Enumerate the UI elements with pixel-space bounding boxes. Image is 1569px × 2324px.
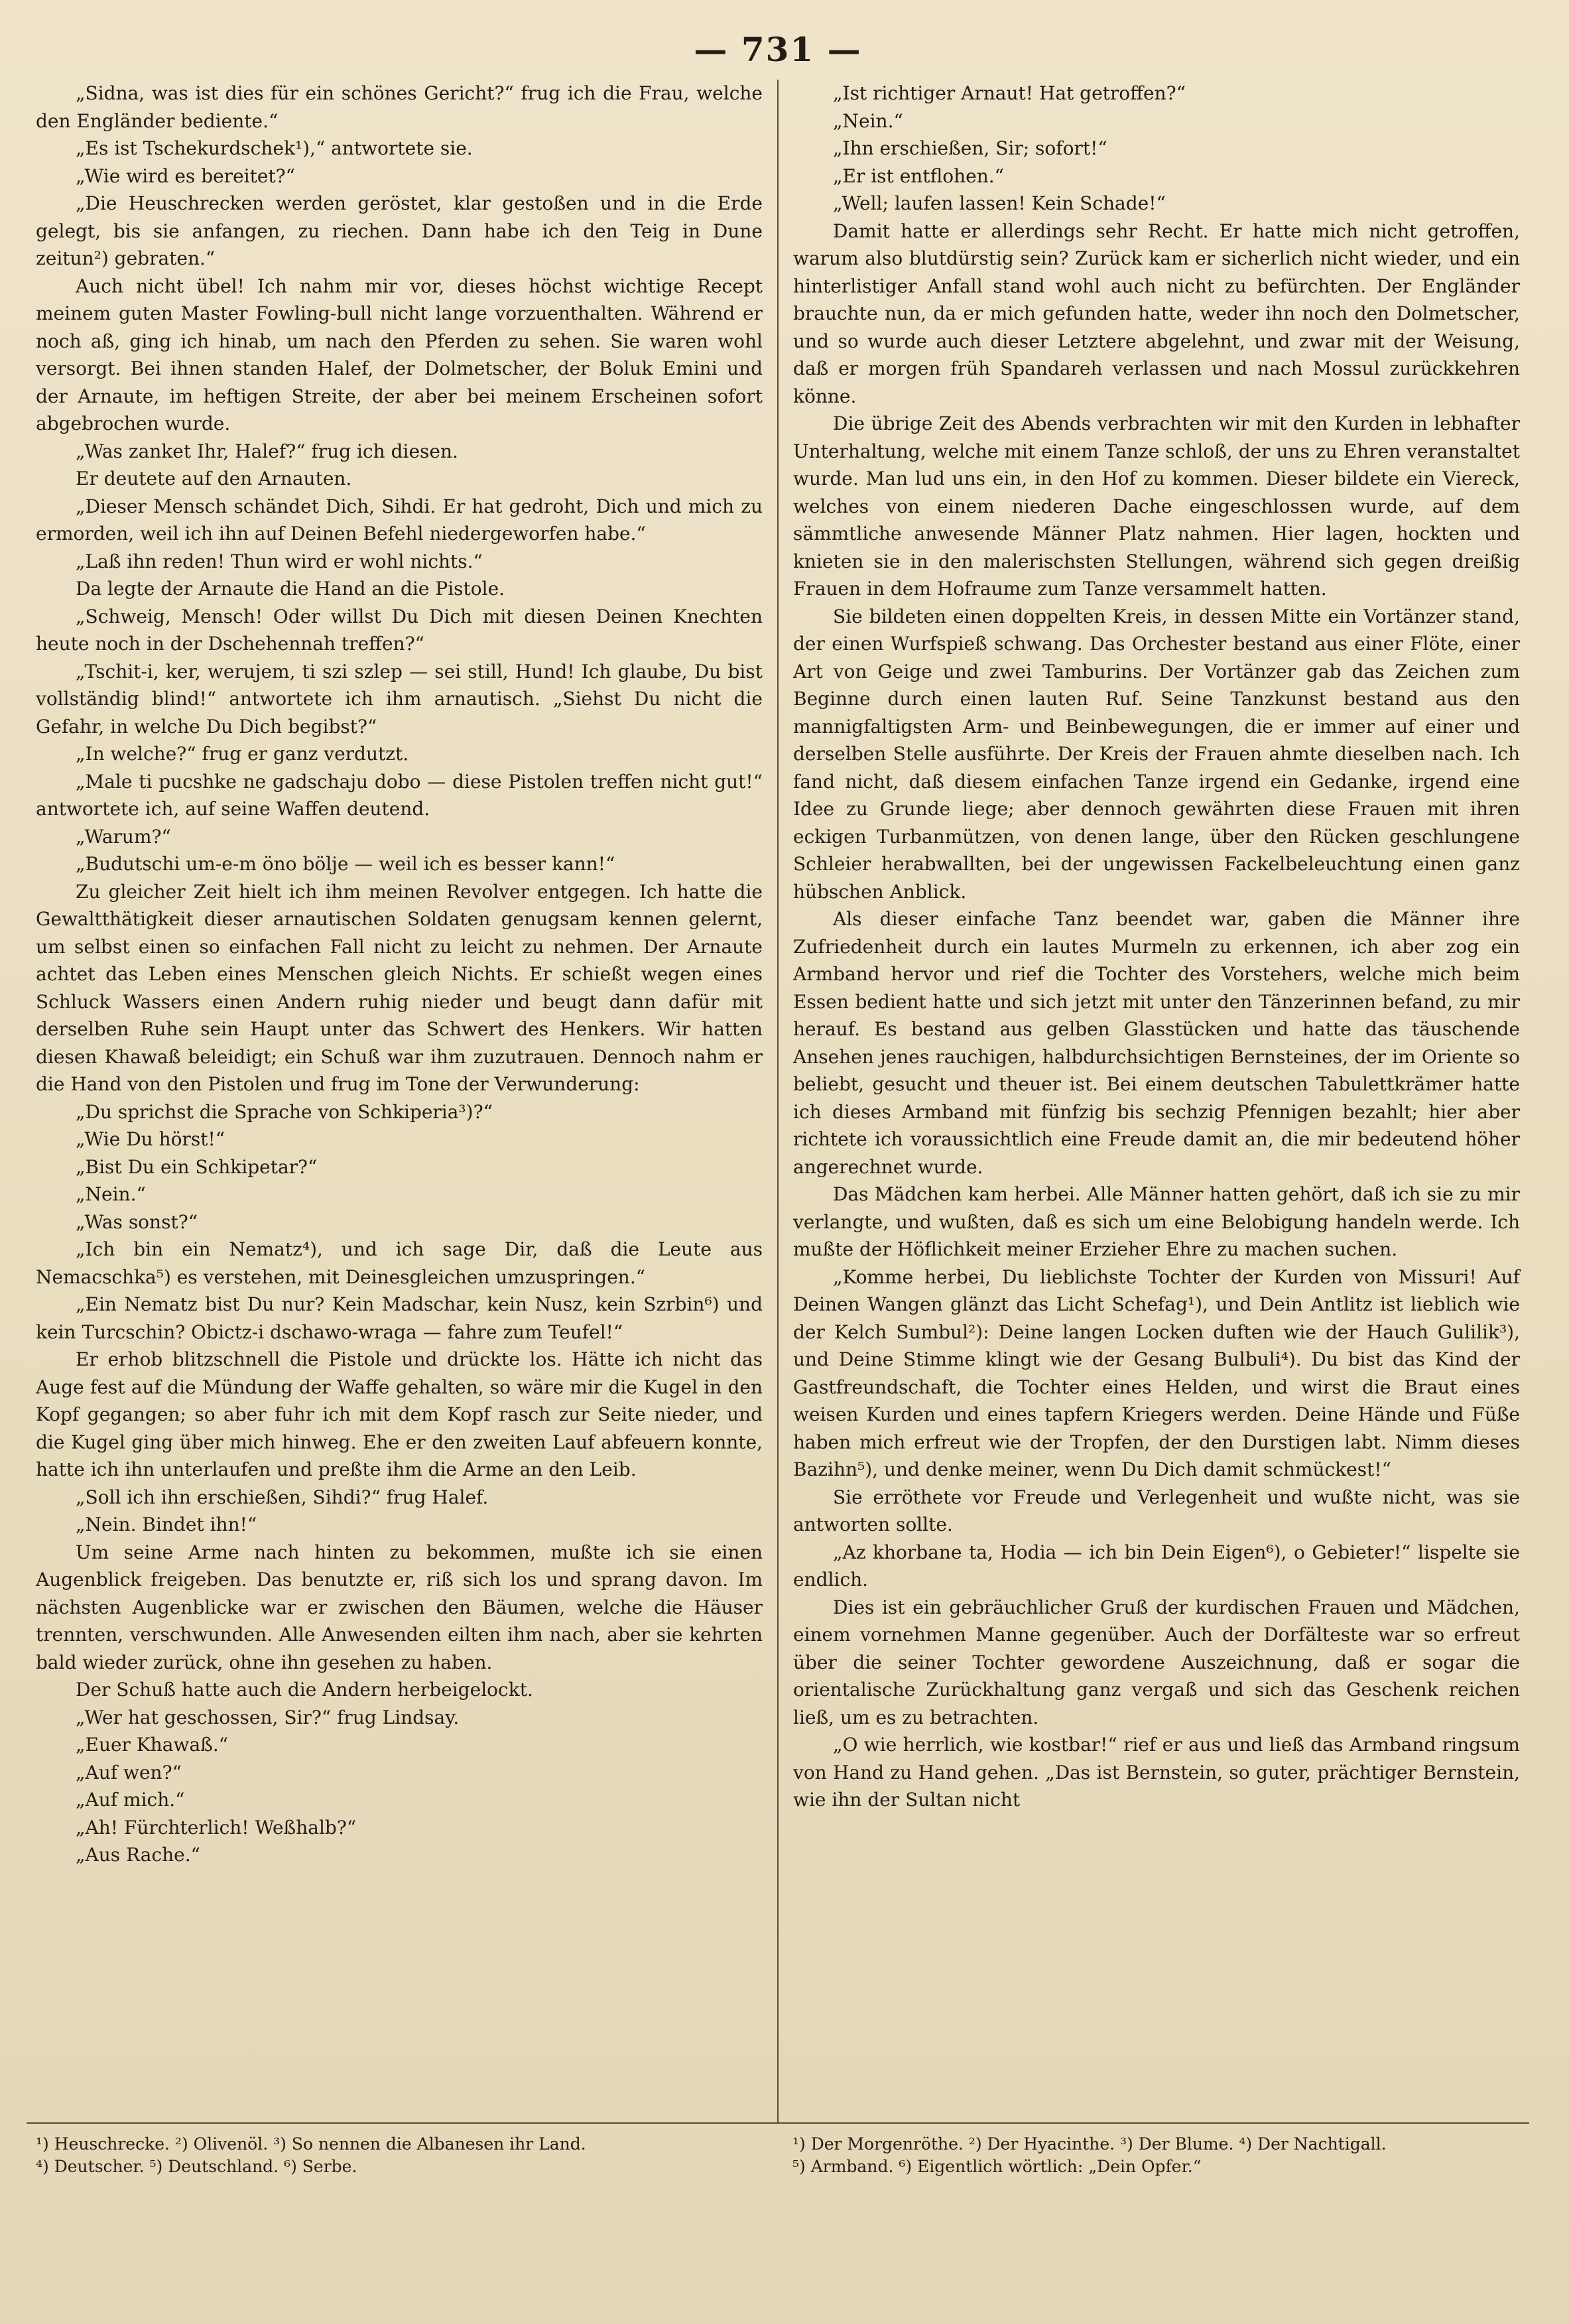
paragraph: „Schweig, Mensch! Oder willst Du Dich mit diesen Deinen Knechten heute noch in der Dschehennah treffen?“ xyxy=(36,605,763,655)
footnote: ⁴) Deutscher. ⁵) Deutschland. ⁶) Serbe. xyxy=(36,2157,357,2176)
paragraph: „Ah! Fürchterlich! Weßhalb?“ xyxy=(76,1816,357,1839)
paragraph: Er deutete auf den Arnauten. xyxy=(76,468,352,489)
paragraph: „Euer Khawaß.“ xyxy=(76,1734,229,1756)
paragraph: „Er ist entflohen.“ xyxy=(833,164,1004,187)
paragraph: „Es ist Tschekurdschek¹),“ antwortete sie. xyxy=(76,137,473,159)
paragraph: „Aus Rache.“ xyxy=(76,1844,200,1866)
paragraph: „O wie herrlich, wie kostbar!“ rief er aus und ließ das Armband ringsum von Hand zu Hand gehen. „Das ist Bernstein, so guter, prächtiger Bernstein, wie ihn der Sultan nicht xyxy=(793,1734,1520,1811)
paragraph: Dies ist ein gebräuchlicher Gruß der kurdischen Frauen und Mädchen, einem vornehmen Manne gegenüber. Auch der Dorfälteste war so erfreut über die seiner Tochter gewordene Auszeichnung, daß er sogar die orientalische Zurückhaltung ganz vergaß und sich das Geschenk reichen ließ, um es zu betrachten. xyxy=(793,1596,1520,1728)
paragraph: Da legte der Arnaute die Hand an die Pistole. xyxy=(76,578,505,600)
paragraph: Die übrige Zeit des Abends verbrachten wir mit den Kurden in lebhafter Unterhaltung, welche mit einem Tanze schloß, der uns zu Ehren veranstaltet wurde. Man lud uns ein, in den Hof zu kommen. Dieser bildete ein Viereck, welches von einem niederen Dache eingeschlossen wurde, auf dem sämmtliche anwesende Männer Platz nahmen. Hier lagen, hockten und knieten sie in den malerischsten Stellungen, während sich gegen dreißig Frauen in dem Hofraume zum Tanze versammelt hatten. xyxy=(793,413,1520,600)
paragraph: „Bist Du ein Schkipetar?“ xyxy=(76,1155,318,1178)
paragraph: „Auf mich.“ xyxy=(76,1789,185,1811)
paragraph: „Ihn erschießen, Sir; sofort!“ xyxy=(833,137,1107,159)
paragraph: Sie erröthete vor Freude und Verlegenheit und wußte nicht, was sie antworten sollte. xyxy=(793,1486,1520,1535)
paragraph: „Komme herbei, Du lieblichste Tochter der Kurden von Missuri! Auf Deinen Wangen glänzt das Licht Schefag¹), und Dein Antlitz ist lieblich wie der Kelch Sumbul²): Deine langen Locken duften wie der Hauch Gulilik³), und Deine Stimme klingt wie der Gesang Bulbuli⁴). Du bist das Kind der Gastfreundschaft, die Tochter eines Helden, und wirst die Braut eines weisen Kurden und eines tapfern Kriegers werden. Deine Hände und Füße haben mich erfreut wie der Tropfen, der den Durstigen labt. Nimm dieses Bazihn⁵), und denke meiner, wenn Du Dich damit schmückest!“ xyxy=(793,1265,1520,1480)
paragraph: Um seine Arme nach hinten zu bekommen, mußte ich sie einen Augenblick freigeben. Das benutzte er, riß sich los und sprang davon. Im nächsten Augenblicke war er zwischen den Bäumen, welche die Häuser trennten, verschwunden. Alle Anwesenden eilten ihm nach, aber sie kehrten bald wieder zurück, ohne ihn gesehen zu haben. xyxy=(36,1541,763,1673)
paragraph: Auch nicht übel! Ich nahm mir vor, dieses höchst wichtige Recept meinem guten Master Fowling-bull nicht lange vorzuenthalten. Während er noch aß, ging ich hinab, um nach den Pferden zu sehen. Sie waren wohl versorgt. Bei ihnen standen Halef, der Dolmetscher, der Boluk Emini und der Arnaute, im heftigen Streite, der aber bei meinem Erscheinen sofort abgebrochen wurde. xyxy=(36,275,763,434)
right-column xyxy=(779,80,1529,2122)
paragraph: „Wie wird es bereitet?“ xyxy=(76,164,295,187)
paragraph: „Ein Nematz bist Du nur? Kein Madschar, kein Nusz, kein Szrbin⁶) und kein Turcschin? Obictz-i dschawo-wraga — fahre zum Teufel!“ xyxy=(36,1293,763,1343)
paragraph: „Sidna, was ist dies für ein schönes Gericht?“ frug ich die Frau, welche den Engländer bediente.“ xyxy=(36,82,763,132)
paragraph: Der Schuß hatte auch die Andern herbeigelockt. xyxy=(76,1679,533,1701)
paragraph: Als dieser einfache Tanz beendet war, gaben die Männer ihre Zufriedenheit durch ein lautes Murmeln zu erkennen, ich aber zog ein Armband hervor und rief die Tochter des Vorstehers, welche mich beim Essen bedient hatte und sich jetzt mit unter den Tänzerinnen befand, zu mir herauf. Es bestand aus gelben Glasstücken und hatte das täuschende Ansehen jenes rauchigen, halbdurchsichtigen Bernsteines, der im Oriente so beliebt, gesucht und theuer ist. Bei einem deutschen Tabulettkrämer hatte ich dieses Armband mit fünfzig bis sechzig Pfennigen bezahlt; hier aber richtete ich voraussichtlich eine Freude damit an, die mir bedeutend höher angerechnet wurde. xyxy=(793,908,1520,1178)
footnote: ¹) Heuschrecke. ²) Olivenöl. ³) So nennen die Albanesen ihr Land. xyxy=(36,2134,586,2154)
footnote: ⁵) Armband. ⁶) Eigentlich wörtlich: „Dein Opfer.“ xyxy=(792,2157,1202,2176)
paragraph: Er erhob blitzschnell die Pistole und drückte los. Hätte ich nicht das Auge fest auf die Mündung der Waffe gehalten, so wäre mir die Kugel in den Kopf gegangen; so aber fuhr ich mit dem Kopf rasch zur Seite nieder, und die Kugel ging über mich hinweg. Ehe er den zweiten Lauf abfeuern konnte, hatte ich ihn unterlaufen und preßte ihm die Arme an den Leib. xyxy=(36,1348,763,1480)
paragraph: Damit hatte er allerdings sehr Recht. Er hatte mich nicht getroffen, warum also blutdürstig sein? Zurück kam er sicherlich nicht wieder, und ein hinterlistiger Anfall stand wohl auch nicht zu befürchten. Der Engländer brauchte nun, da er mich gefunden hatte, weder ihn noch den Dolmetscher, und so wurde auch dieser Letztere abgelehnt, und zwar mit der Weisung, daß er morgen früh Spandareh verlassen und nach Mossul zurückkehren könne. xyxy=(793,220,1520,407)
paragraph: „Warum?“ xyxy=(76,825,171,848)
paragraph: „Nein. Bindet ihn!“ xyxy=(76,1514,257,1535)
paragraph: „Was sonst?“ xyxy=(76,1210,198,1233)
paragraph: „Well; laufen lassen! Kein Schade!“ xyxy=(833,192,1166,214)
footnote: ¹) Der Morgenröthe. ²) Der Hyacinthe. ³) Der Blume. ⁴) Der Nachtigall. xyxy=(792,2134,1387,2154)
paragraph: „Die Heuschrecken werden geröstet, klar gestoßen und in die Erde gelegt, bis sie anfangen, zu riechen. Dann habe ich den Teig in Dune zeitun²) gebraten.“ xyxy=(36,192,763,269)
paragraph: „Tschit-i, ker, werujem, ti szi szlep — sei still, Hund! Ich glaube, Du bist vollständig blind!“ antwortete ich ihm arnautisch. „Siehst Du nicht die Gefahr, in welche Du Dich begibst?“ xyxy=(36,660,763,738)
paragraph: „Budutschi um-e-m öno bölje — weil ich es besser kann!“ xyxy=(76,853,615,875)
left-column xyxy=(27,80,779,2122)
paragraph: Das Mädchen kam herbei. Alle Männer hatten gehört, daß ich sie zu mir verlangte, und wußten, daß es sich um eine Belobigung handeln werde. Ich mußte der Höflichkeit meiner Erzieher Ehre zu machen suchen. xyxy=(793,1183,1520,1260)
paragraph: „Wie Du hörst!“ xyxy=(76,1128,225,1150)
paragraph: „Ich bin ein Nematz⁴), und ich sage Dir, daß die Leute aus Nemacschka⁵) es verstehen, mit Deinesgleichen umzuspringen.“ xyxy=(36,1238,763,1288)
paragraph: „Ist richtiger Arnaut! Hat getroffen?“ xyxy=(833,82,1186,104)
paragraph: „Laß ihn reden! Thun wird er wohl nichts.“ xyxy=(76,550,483,572)
paragraph: „Dieser Mensch schändet Dich, Sihdi. Er hat gedroht, Dich und mich zu ermorden, weil ich ihn auf Deinen Befehl niedergeworfen habe.“ xyxy=(36,495,763,545)
paragraph: „Male ti pucshke ne gadschaju dobo — diese Pistolen treffen nicht gut!“ antwortete ich, auf seine Waffen deutend. xyxy=(36,770,763,820)
footnotes xyxy=(27,2122,1529,2178)
paragraph: Sie bildeten einen doppelten Kreis, in dessen Mitte ein Vortänzer stand, der einen Wurfspieß schwang. Das Orchester bestand aus einer Flöte, einer Art von Geige und zwei Tamburins. Der Vortänzer gab das Zeichen zum Beginne durch einen lauten Ruf. Seine Tanzkunst bestand aus den mannigfaltigsten Arm- und Beinbewegungen, die er immer auf einer und derselben Stelle ausführte. Der Kreis der Frauen ahmte dieselben nach. Ich fand nicht, daß diesem einfachen Tanze irgend ein Gedanke, irgend eine Idee zu Grunde liege; aber dennoch gewährten diese Frauen mit ihren eckigen Turbanmützen, von denen lange, über den Rücken geschlungene Schleier herabwallten, bei der ungewissen Fackelbeleuchtung einen ganz hübschen Anblick. xyxy=(793,605,1520,903)
footnotes-left xyxy=(27,2133,778,2178)
paragraph: „Nein.“ xyxy=(76,1183,146,1205)
paragraph: „Az khorbane ta, Hodia — ich bin Dein Eigen⁶), o Gebieter!“ lispelte sie endlich. xyxy=(793,1541,1520,1590)
paragraph: „Auf wen?“ xyxy=(76,1761,182,1783)
paragraph: „Nein.“ xyxy=(833,109,903,132)
paragraph: „Du sprichst die Sprache von Schkiperia³)?“ xyxy=(76,1100,493,1123)
footnotes-right xyxy=(778,2133,1529,2178)
paragraph: „Wer hat geschossen, Sir?“ frug Lindsay. xyxy=(76,1706,460,1728)
paragraph: Zu gleicher Zeit hielt ich ihm meinen Revolver entgegen. Ich hatte die Gewaltthätigkeit dieser arnautischen Soldaten genugsam kennen gelernt, um selbst einen so einfachen Fall nicht zu leicht zu nehmen. Der Arnaute achtet das Leben eines Menschen gleich Nichts. Er schießt wegen eines Schluck Wassers einen Andern ruhig nieder und beugt dann dafür mit derselben Ruhe sein Haupt unter das Schwert des Henkers. Wir hatten diesen Khawaß beleidigt; ein Schuß war ihm zuzutrauen. Dennoch nahm er die Hand von den Pistolen und frug im Tone der Verwunderung: xyxy=(36,880,763,1095)
text-columns xyxy=(27,80,1529,2122)
paragraph: „In welche?“ frug er ganz verdutzt. xyxy=(76,743,409,765)
paragraph: „Soll ich ihn erschießen, Sihdi?“ frug Halef. xyxy=(76,1486,489,1508)
page-number: — 731 — xyxy=(694,30,862,69)
paragraph: „Was zanket Ihr, Halef?“ frug ich diesen. xyxy=(76,440,458,462)
